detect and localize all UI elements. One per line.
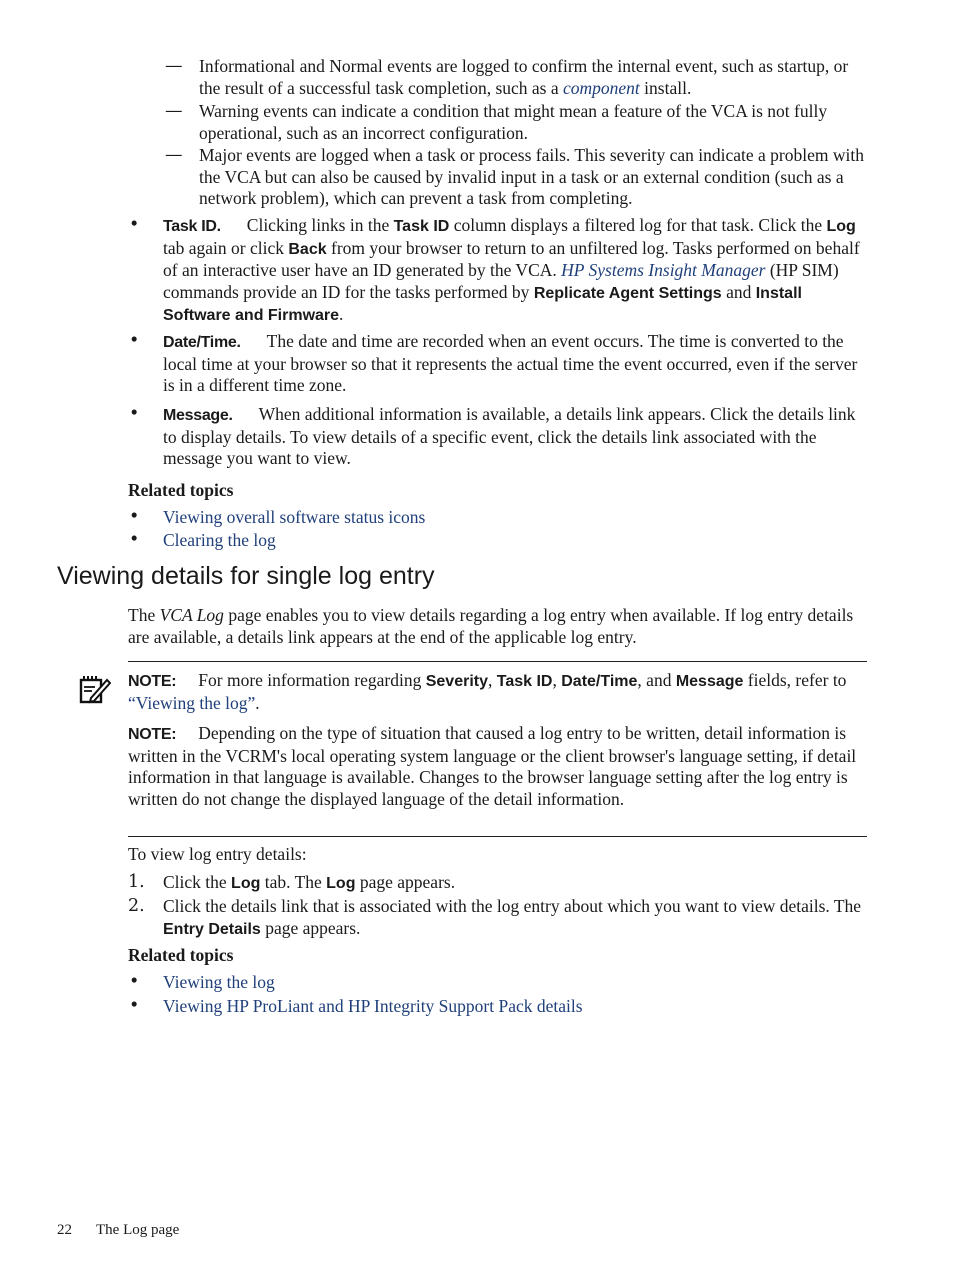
related-link-clearing-log[interactable]: Clearing the log bbox=[163, 530, 276, 550]
task-id-term: Task ID. bbox=[163, 218, 221, 235]
text: . bbox=[339, 304, 344, 324]
note-top-rule bbox=[128, 661, 867, 662]
bold-text: Date/Time bbox=[561, 673, 638, 690]
dash-marker: — bbox=[165, 56, 183, 76]
section-intro bbox=[128, 605, 869, 648]
severity-item-warning: Warning events can indicate a condition that might mean a feature of the VCA is not fully operational, such as an incorrect configuration. bbox=[199, 101, 828, 143]
text: For more information regarding bbox=[198, 670, 426, 690]
severity-text: Informational and Normal events are logged to confirm the internal event, such as startup, or the result of a successful task completion, such as a bbox=[199, 56, 849, 98]
text: fields, refer to bbox=[743, 670, 847, 690]
footer-section-title: The Log page bbox=[96, 1222, 180, 1238]
step-number: 2. bbox=[128, 896, 145, 916]
note-label: NOTE: bbox=[128, 673, 177, 690]
bold-text: Log bbox=[326, 875, 356, 892]
bold-text: Task ID bbox=[496, 673, 553, 690]
bullet-marker: • bbox=[129, 215, 140, 235]
related-link-support-pack[interactable]: Viewing HP ProLiant and HP Integrity Support Pack details bbox=[163, 996, 583, 1016]
steps-intro: To view log entry details: bbox=[128, 844, 307, 864]
related-topics-heading: Related topics bbox=[128, 480, 234, 500]
text: column displays a filtered log for that task. Click the bbox=[449, 215, 827, 235]
date-time-term: Date/Time. bbox=[163, 334, 241, 351]
related-link-status-icons[interactable]: Viewing overall software status icons bbox=[163, 507, 426, 527]
severity-item-major: Major events are logged when a task or process fails. This severity can indicate a problem with the VCA but can also be caused by invalid input in a task or an external condition (such as a network problem), which can prevent a task from completing. bbox=[199, 145, 864, 208]
text: Click the bbox=[163, 872, 232, 892]
text: When additional information is available, a details link appears. Click the details link to display details. To view details of a specific event, click the details link associated with the message you want to view. bbox=[163, 404, 856, 468]
text: tab. The bbox=[260, 872, 327, 892]
text: Depending on the type of situation that caused a log entry to be written, detail information is written in the VCRM's local operating system language or the client browser's language setting, if detail information in that language is available. Changes to the browser language setting after the log entry is written do not change the displayed language of the detail information. bbox=[128, 723, 857, 809]
text: (HP SIM) commands provide an ID for the tasks performed by bbox=[163, 260, 839, 302]
step-2 bbox=[163, 896, 863, 940]
note-bottom-rule bbox=[128, 836, 867, 837]
hp-sim-link[interactable]: HP Systems Insight Manager bbox=[561, 260, 766, 280]
note-pencil-icon bbox=[79, 673, 111, 705]
italic-text: VCA Log bbox=[159, 605, 224, 625]
text: The date and time are recorded when an event occurs. The time is converted to the local time at your browser so that it represents the actual time the event occurred, even if the server is in a different time zone. bbox=[163, 331, 858, 395]
text: Clicking links in the bbox=[246, 215, 394, 235]
text: page appears. bbox=[355, 872, 456, 892]
dash-marker: — bbox=[165, 145, 183, 165]
bullet-marker: • bbox=[129, 331, 140, 351]
text: tab again or click bbox=[163, 237, 289, 258]
severity-text: install. bbox=[639, 77, 692, 98]
text: The bbox=[128, 605, 160, 625]
date-time-item bbox=[163, 331, 869, 397]
text: from your browser to return to an unfiltered log. Tasks performed on behalf of an interactive user have an ID generated by the VCA. bbox=[163, 237, 860, 280]
bullet-marker: • bbox=[129, 507, 140, 527]
bold-text: Severity bbox=[425, 673, 488, 690]
bold-text: Log bbox=[826, 218, 856, 235]
message-term: Message. bbox=[163, 407, 233, 424]
dash-marker: — bbox=[165, 101, 183, 121]
bullet-marker: • bbox=[129, 972, 140, 992]
text: , and bbox=[637, 670, 676, 690]
viewing-the-log-link[interactable]: “Viewing the log” bbox=[128, 692, 256, 713]
bold-text: Message bbox=[675, 673, 744, 690]
related-link-viewing-log[interactable]: Viewing the log bbox=[163, 972, 275, 992]
task-id-item bbox=[163, 215, 867, 327]
note-label: NOTE: bbox=[128, 726, 177, 743]
text: page enables you to view details regarding a log entry when available. If log entry details are available, a details link appears at the end of the applicable log entry. bbox=[128, 605, 854, 647]
bold-text: Back bbox=[288, 240, 327, 258]
bold-text: Log bbox=[231, 875, 261, 892]
bullet-marker: • bbox=[129, 404, 140, 424]
bold-text: Task ID bbox=[393, 218, 450, 235]
bold-text: Install Software and Firmware bbox=[163, 284, 802, 324]
bullet-marker: • bbox=[129, 996, 140, 1016]
page-number: 22 bbox=[57, 1222, 72, 1238]
related-topics-heading: Related topics bbox=[128, 945, 234, 965]
message-item bbox=[163, 404, 869, 470]
bold-text: Entry Details bbox=[163, 920, 261, 938]
text: , bbox=[488, 670, 497, 690]
note-severity-fields bbox=[128, 670, 868, 714]
component-link[interactable]: component bbox=[563, 77, 640, 98]
step-number: 1. bbox=[128, 872, 145, 892]
section-heading: Viewing details for single log entry bbox=[57, 562, 435, 590]
text: and bbox=[721, 281, 756, 302]
text: , bbox=[552, 670, 562, 690]
text: . bbox=[255, 692, 260, 713]
step-1 bbox=[163, 872, 863, 895]
bold-text: Replicate Agent Settings bbox=[533, 284, 722, 302]
severity-item-informational bbox=[199, 56, 867, 99]
text: Click the details link that is associated with the log entry about which you want to view details. The bbox=[163, 896, 862, 916]
text: page appears. bbox=[260, 917, 361, 938]
bullet-marker: • bbox=[129, 530, 140, 550]
note-language bbox=[128, 723, 870, 810]
